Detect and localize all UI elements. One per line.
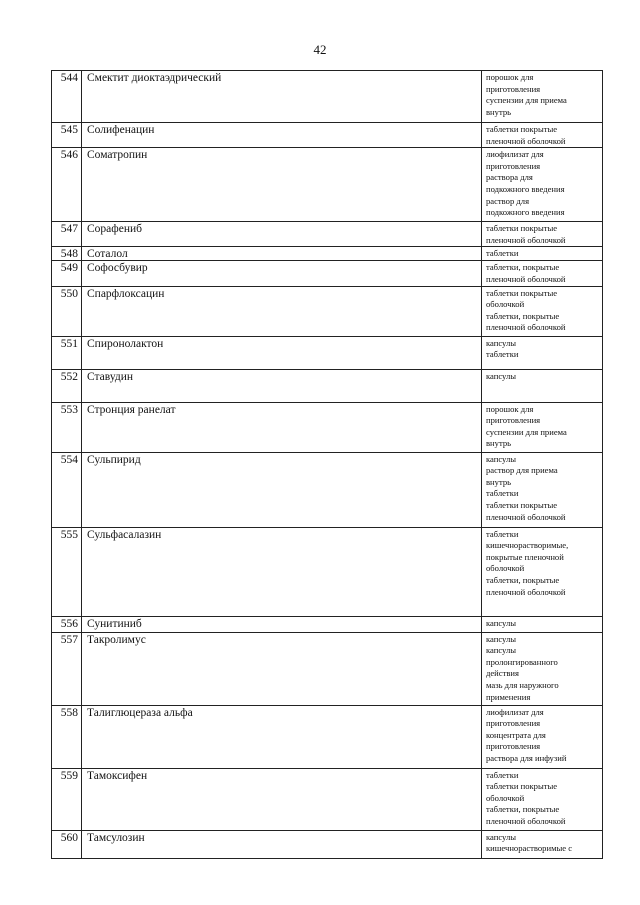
dosage-form-line: капсулы [486,617,517,628]
table-row [52,261,603,286]
table-row [52,148,603,222]
row-number: 559 [52,768,82,830]
dosage-form-line: приготовления [486,415,541,426]
dosage-form-line: таблетки, покрытые [486,804,560,815]
dosage-form-line: оболочкой [486,563,525,574]
dosage-form-line: пленочной оболочкой [486,322,566,333]
row-number: 552 [52,369,82,402]
drug-name: Сульфасалазин [82,527,482,616]
dosage-form-line: таблетки, покрытые [486,310,560,321]
table-row [52,247,603,261]
drug-name: Солифенацин [82,123,482,148]
dosage-form-line: внутрь [486,476,512,487]
drug-name: Сульпирид [82,452,482,527]
drug-name: Сорафениб [82,222,482,247]
table-row [52,452,603,527]
dosage-form-line: мазь для наружного [486,679,559,690]
row-number: 550 [52,286,82,336]
dosage-forms [482,768,603,830]
drug-name: Сунитиниб [82,616,482,632]
dosage-form-line: таблетки покрытые [486,781,558,792]
row-number: 554 [52,452,82,527]
dosage-form-line: внутрь [486,106,512,117]
table-row [52,71,603,123]
dosage-form-line: пленочной оболочкой [486,511,566,522]
table-row [52,369,603,402]
drug-name: Ставудин [82,369,482,402]
dosage-form-line: пленочной оболочкой [486,234,566,245]
dosage-form-line: таблетки [486,248,519,259]
dosage-form-line: таблетки [486,488,519,499]
dosage-form-line: кишечнорастворимые с [486,843,573,854]
dosage-form-line: действия [486,668,519,679]
dosage-form-line: таблетки покрытые [486,223,558,234]
drug-name: Софосбувир [82,261,482,286]
dosage-forms [482,830,603,858]
row-number: 555 [52,527,82,616]
dosage-form-line: применения [486,691,531,702]
dosage-forms [482,369,603,402]
dosage-form-line: раствора для инфузий [486,752,567,763]
dosage-form-line: капсулы [486,453,517,464]
dosage-form-line: концентрата для [486,729,546,740]
dosage-forms [482,261,603,286]
table-row [52,632,603,705]
dosage-form-line: подкожного введения [486,207,565,218]
dosage-forms [482,222,603,247]
dosage-form-line: пленочной оболочкой [486,135,566,146]
dosage-forms [482,148,603,222]
drug-name: Соматропин [82,148,482,222]
dosage-form-line: приготовления [486,718,541,729]
dosage-form-line: таблетки покрытые [486,124,558,134]
dosage-form-line: капсулы [486,337,517,348]
drug-name: Тамоксифен [82,768,482,830]
dosage-forms [482,705,603,768]
row-number: 549 [52,261,82,286]
drug-name: Соталол [82,247,482,261]
dosage-forms [482,402,603,452]
dosage-form-line: приготовления [486,83,541,94]
dosage-form-line: суспензии для приема [486,426,567,437]
dosage-form-line: раствор для приема [486,465,558,476]
dosage-form-line: раствор для [486,195,530,206]
dosage-form-line: пролонгированного [486,656,558,667]
dosage-form-line: таблетки покрытые [486,499,558,510]
dosage-form-line: оболочкой [486,299,525,310]
dosage-forms [482,632,603,705]
drug-name: Спиронолактон [82,336,482,369]
row-number: 548 [52,247,82,261]
row-number: 546 [52,148,82,222]
dosage-forms [482,336,603,369]
table-row [52,616,603,632]
dosage-form-line: раствора для [486,172,533,183]
page-number: 42 [313,42,327,57]
drug-name: Спарфлоксацин [82,286,482,336]
dosage-form-line: суспензии для приема [486,95,567,106]
table-row [52,402,603,452]
row-number: 551 [52,336,82,369]
dosage-form-line: кишечнорастворимые, [486,540,569,551]
dosage-form-line: пленочной оболочкой [486,815,566,826]
dosage-form-line: капсулы [486,831,517,842]
row-number: 544 [52,71,82,123]
drug-name: Смектит диоктаэдрический [82,71,482,123]
row-number: 557 [52,632,82,705]
table-row [52,830,603,858]
dosage-forms [482,247,603,261]
table-row [52,336,603,369]
dosage-forms [482,286,603,336]
dosage-forms [482,123,603,148]
dosage-form-line: таблетки покрытые [486,287,558,298]
dosage-form-line: капсулы [486,645,517,656]
dosage-form-line: таблетки, покрытые [486,574,560,585]
table-row [52,123,603,148]
dosage-form-line: приготовления [486,741,541,752]
dosage-form-line: таблетки [486,528,519,539]
dosage-form-line: порошок для [486,72,534,82]
medication-table-body [52,71,603,859]
medication-table [51,70,603,859]
row-number: 558 [52,705,82,768]
dosage-form-line: таблетки [486,349,519,360]
dosage-form-line: капсулы [486,370,517,381]
dosage-form-line: лиофилизат для [486,706,544,717]
table-row [52,286,603,336]
dosage-form-line: лиофилизат для [486,149,544,160]
row-number: 556 [52,616,82,632]
table-row [52,222,603,247]
dosage-form-line: таблетки, покрытые [486,262,560,273]
dosage-forms [482,527,603,616]
dosage-form-line: оболочкой [486,792,525,803]
dosage-form-line: капсулы [486,633,517,644]
dosage-forms [482,452,603,527]
dosage-form-line: приготовления [486,160,541,171]
dosage-forms [482,616,603,632]
dosage-form-line: порошок для [486,403,534,414]
dosage-form-line: покрытые пленочной [486,551,564,562]
dosage-form-line: внутрь [486,438,512,449]
dosage-form-line: пленочной оболочкой [486,586,566,597]
dosage-form-line: пленочной оболочкой [486,273,566,284]
table-row [52,527,603,616]
row-number: 553 [52,402,82,452]
row-number: 545 [52,123,82,148]
drug-name: Талиглюцераза альфа [82,705,482,768]
table-row [52,768,603,830]
dosage-form-line: подкожного введения [486,183,565,194]
row-number: 560 [52,830,82,858]
row-number: 547 [52,222,82,247]
drug-name: Такролимус [82,632,482,705]
drug-name: Стронция ранелат [82,402,482,452]
dosage-form-line: таблетки [486,769,519,780]
table-row [52,705,603,768]
dosage-forms [482,71,603,123]
drug-name: Тамсулозин [82,830,482,858]
